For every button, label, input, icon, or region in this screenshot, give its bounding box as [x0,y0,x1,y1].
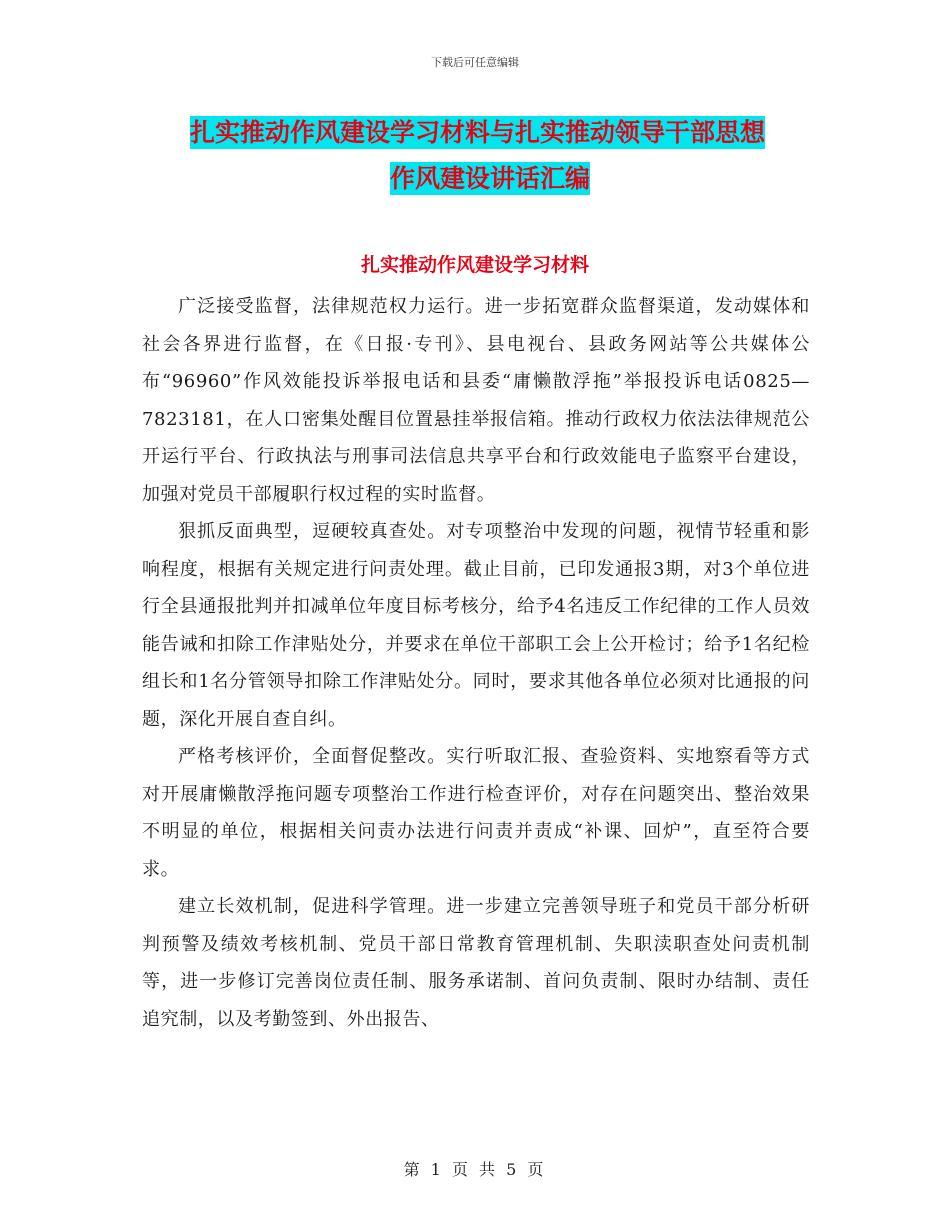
body-paragraph: 建立长效机制，促进科学管理。进一步建立完善领导班子和党员干部分析研判预警及绩效考核机制、党员干部日常教育管理机制、失职渎职查处问责机制等，进一步修订完善岗位责任制、服务承诺制、首问负责制、限时办结制、责任追究制，以及考勤签到、外出报告、 [142,896,810,1030]
body-paragraph: 狠抓反面典型，逗硬较真查处。对专项整治中发现的问题，视情节轻重和影响程度，根据有关规定进行问责处理。截止目前，已印发通报3期，对3个单位进行全县通报批判并扣减单位年度目标考核分，给予4名违反工作纪律的工作人员效能告诫和扣除工作津贴处分，并要求在单位干部职工会上公开检讨；给予1名纪检组长和1名分管领导扣除工作津贴处分。同时，要求其他各单位必须对比通报的问题，深化开展自查自纠。 [142,521,810,730]
section-title: 扎实推动作风建设学习材料 [360,254,589,276]
body-paragraph: 广泛接受监督，法律规范权力运行。进一步拓宽群众监督渠道，发动媒体和社会各界进行监督，在《日报·专刊》、县电视台、县政务网站等公共媒体公布“96960”作风效能投诉举报电话和县委“庸懒散浮拖”举报投诉电话0825—7823181，在人口密集处醒目位置悬挂举报信箱。推动行政权力依法法律规范公开运行平台、行政执法与刑事司法信息共享平台和行政效能电子监察平台建设，加强对党员干部履职行权过程的实时监督。 [142,296,810,505]
page-footer: 第 1 页 共 5 页 [403,1160,547,1179]
document-title-line-2 [190,156,810,202]
document-title-line-1 [190,110,810,156]
document-title [190,110,810,202]
document-body [142,288,810,1038]
document-title-line-1-text: 扎实推动作风建设学习材料与扎实推动领导干部思想 [190,118,766,147]
body-paragraph: 严格考核评价，全面督促整改。实行听取汇报、查验资料、实地察看等方式对开展庸懒散浮拖问题专项整治工作进行检查评价，对存在问题突出、整治效果不明显的单位，根据相关问责办法进行问责并责成“补课、回炉”，直至符合要求。 [142,746,810,880]
header-note: 下载后可任意编辑 [431,56,519,69]
document-title-line-2-text: 作风建设讲话汇编 [389,164,590,193]
